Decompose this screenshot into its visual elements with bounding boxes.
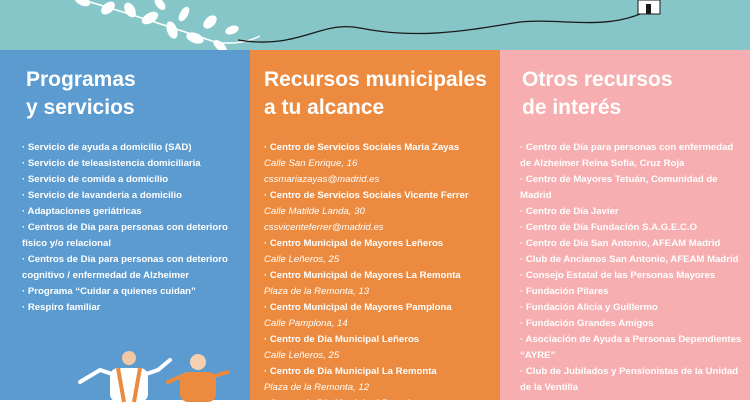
list-item: · Centro Municipal de Mayores Pamplona Calle Pamplona, 14 [264,300,496,332]
list-item: · Centro de Día Javier [520,204,746,220]
list-item: · Servicio de comida a domicilio [22,172,246,188]
otros-column [500,50,750,400]
leaf-branch-icon [0,0,750,50]
list-item: · Centro Municipal de Mayores Leñeros Calle Leñeros, 25 [264,236,496,268]
list-item: · Centro de Día Municipal Pamplona [264,396,496,412]
top-banner [0,0,750,50]
list-item: · Fundación Pilares [520,284,746,300]
elderly-couple-icon [70,352,250,402]
recursos-heading: Recursos municipales a tu alcance [264,68,487,119]
list-item: · Fundación Alicia y Guillermo [520,300,746,316]
list-item: · Respiro familiar [22,300,246,316]
programas-column [0,50,250,400]
list-item: · Centro de Mayores Tetuán, Comunidad de Madrid [520,172,746,204]
list-item: · Centro de Servicios Sociales Vicente Ferrer Calle Matilde Landa, 30 cssvicenteferrer@madrid.es [264,188,496,236]
list-item: · Centro Municipal de Mayores La Remonta Plaza de la Remonta, 13 [264,268,496,300]
house-icon [638,0,660,14]
list-item: · Centros de Día para personas con deterioro cognitivo / enfermedad de Alzheimer [22,252,246,284]
list-item: · Adaptaciones geriátricas [22,204,246,220]
list-item: · Centro de Día San Antonio, AFEAM Madrid [520,236,746,252]
list-item: · Servicio de teleasistencia domiciliaria [22,156,246,172]
otros-list [500,140,746,396]
list-item: · Asociación de Ayuda a Personas Dependientes “AYRE” [520,332,746,364]
list-item: · Servicio de ayuda a domicilio (SAD) [22,140,246,156]
list-item: · Centro de Servicios Sociales María Zayas Calle San Enrique, 16 cssmariazayas@madrid.es [264,140,496,188]
recursos-column [250,50,500,409]
list-item: · Club de Jubilados y Pensionistas de la Unidad de la Ventilla [520,364,746,396]
recursos-list [250,140,496,412]
list-item: · Servicio de lavandería a domicilio [22,188,246,204]
list-item: · Centro de Día Municipal Leñeros Calle Leñeros, 25 [264,332,496,364]
list-item: · Fundación Grandes Amigos [520,316,746,332]
list-item: · Consejo Estatal de las Personas Mayores [520,268,746,284]
list-item: · Programa “Cuidar a quienes cuidan” [22,284,246,300]
list-item: · Centro de Día Fundación S.A.G.E.C.O [520,220,746,236]
list-item: · Centros de Día para personas con deterioro físico y/o relacional [22,220,246,252]
list-item: · Centro de Día para personas con enfermedad de Alzheimer Reina Sofía, Cruz Roja [520,140,746,172]
list-item: · Club de Ancianos San Antonio, AFEAM Madrid [520,252,746,268]
otros-heading: Otros recursos de interés [522,68,673,119]
list-item: · Centro de Día Municipal La Remonta Plaza de la Remonta, 12 [264,364,496,396]
programas-list [0,140,246,316]
programas-heading: Programas y servicios [26,68,136,119]
